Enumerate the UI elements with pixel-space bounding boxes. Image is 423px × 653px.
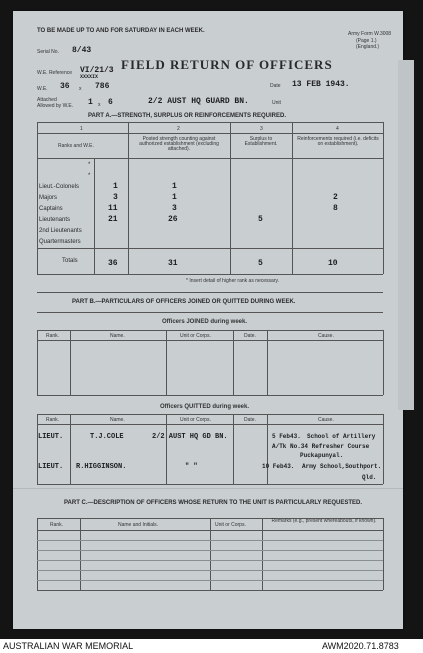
footnote: * Insert detail of higher rank as necessary. (186, 278, 280, 284)
totals-label: Totals (62, 258, 78, 264)
quitted-cause-line-2: A/Tk No.34 Refresher Course (272, 443, 370, 450)
totals-posted: 31 (168, 259, 178, 268)
attached-value-2: 6 (108, 98, 113, 107)
rank-label: Majors (39, 195, 58, 201)
posted-cell: 3 (172, 204, 177, 213)
rank-label: 2nd Lieutenants (39, 228, 82, 234)
joined-col-cause: Cause. (318, 333, 334, 339)
quitted-cause-line-2: Qld. (362, 474, 377, 481)
quitted-col-cause: Cause. (318, 417, 334, 423)
allowed-label: Allowed by W.E. (37, 103, 74, 109)
we-ref-value: VI/21/3 (80, 66, 114, 75)
part-c-col-name: Name and Initials. (118, 522, 159, 528)
quitted-cause-line-3: Puckapunyal. (300, 452, 344, 459)
rank-label: Quartermasters (39, 239, 81, 245)
page-title: FIELD RETURN OF OFFICERS (121, 57, 333, 72)
unit-value: 2/2 AUST HQ GUARD BN. (148, 97, 249, 106)
quitted-cause: School of Artillery (307, 433, 376, 440)
top-note: TO BE MADE UP TO AND FOR SATURDAY IN EACH WEEK. (37, 28, 205, 34)
attached-x: x (98, 102, 101, 108)
paper-tab (398, 60, 414, 410)
rank-label: Captains (39, 206, 63, 212)
attached-label: Attached (37, 97, 57, 103)
quitted-title: Officers QUITTED during week. (160, 404, 250, 410)
part-c-col-rank: Rank. (50, 522, 64, 528)
serial-value: 8/43 (72, 46, 92, 55)
date-label: Date (270, 83, 281, 89)
we-ref-label: W.E. Reference (37, 70, 73, 76)
joined-col-date: Date. (244, 333, 256, 339)
posted-cell: 1 (172, 193, 177, 202)
quitted-unit: " " (185, 463, 198, 471)
we-x: x (79, 86, 82, 92)
we-value-1: 36 (60, 82, 70, 91)
surplus-cell: 5 (258, 215, 263, 224)
quitted-name: R.HIGGINSON. (76, 463, 127, 471)
quitted-date: 5 Feb43. (272, 433, 301, 440)
col-header-surplus: Surplus to Establishment. (244, 136, 278, 147)
rank-star-1: * (88, 162, 91, 168)
part-b-title: PART B.—PARTICULARS OF OFFICERS JOINED OR QUITTED DURING WEEK. (72, 299, 296, 305)
quitted-rank: LIEUT. (38, 463, 64, 471)
part-c-title: PART C.—DESCRIPTION OF OFFICERS WHOSE RETURN TO THE UNIT IS PARTICULARLY REQUESTED. (63, 500, 363, 506)
serial-label: Serial No. (37, 49, 59, 55)
date-value: 13 FEB 1943. (292, 80, 350, 89)
quitted-date: 10 Feb43. (262, 463, 295, 470)
reinf-cell: 2 (333, 193, 338, 202)
rank-star-2: * (88, 173, 91, 179)
joined-col-unit: Unit or Corps. (180, 333, 211, 339)
we-cell: 21 (108, 215, 118, 224)
quitted-col-unit: Unit or Corps. (180, 417, 211, 423)
page-label: (Page 1.) (356, 38, 377, 44)
totals-we: 36 (108, 259, 118, 268)
col-number-1: 1 (80, 126, 83, 132)
quitted-rank: LIEUT. (38, 433, 64, 441)
joined-col-name: Name. (110, 333, 125, 339)
we-cell: 1 (113, 182, 118, 191)
army-form: Army Form W.3008 (348, 31, 392, 37)
quitted-col-name: Name. (110, 417, 125, 423)
joined-col-rank: Rank. (46, 333, 60, 339)
part-c-col-remarks: Remarks (e.g., present whereabouts, if known). (271, 518, 377, 524)
posted-cell: 1 (172, 182, 177, 191)
we-cell: 11 (108, 204, 118, 213)
quitted-unit: 2/2 AUST HQ GD BN. (152, 433, 228, 441)
fold-line (13, 488, 403, 489)
totals-surplus: 5 (258, 259, 263, 268)
col-header-ranks: Ranks and W.E. (58, 143, 94, 149)
col-number-3: 3 (260, 126, 263, 132)
part-a-title: PART A.—STRENGTH, SURPLUS OR REINFORCEMENTS REQUIRED. (88, 113, 287, 119)
unit-label: Unit (272, 100, 281, 106)
part-c-col-unit: Unit or Corps. (215, 522, 246, 528)
quitted-cause: Army School,Southport. (302, 463, 382, 470)
joined-title: Officers JOINED during week. (162, 319, 248, 325)
col-number-2: 2 (177, 126, 180, 132)
col-header-reinforcements: Reinforcements required (i.e. deficits on establishment). (297, 136, 379, 147)
we-ref-sub: XXXXIX (80, 74, 99, 80)
quitted-name: T.J.COLE (90, 433, 124, 441)
footer-bar (0, 639, 423, 653)
rank-label: Lieutenants (39, 217, 71, 223)
col-header-posted: Posted strength counting against authorized establishment (excluding attached). (139, 136, 219, 152)
footer-accession: AWM2020.71.8783 (322, 641, 399, 651)
we-value-2: 786 (95, 82, 110, 91)
attached-value-1: 1 (88, 98, 93, 107)
reinf-cell: 8 (333, 204, 338, 213)
quitted-col-date: Date. (244, 417, 256, 423)
quitted-col-rank: Rank. (46, 417, 60, 423)
england-label: (England.) (356, 44, 380, 50)
col-number-4: 4 (336, 126, 339, 132)
we-cell: 3 (113, 193, 118, 202)
totals-reinf: 10 (328, 259, 338, 268)
posted-cell: 26 (168, 215, 178, 224)
rank-label: Lieut.-Colonels (39, 184, 80, 190)
footer-credit: AUSTRALIAN WAR MEMORIAL (3, 641, 134, 651)
we-label: W.E. (37, 86, 48, 92)
